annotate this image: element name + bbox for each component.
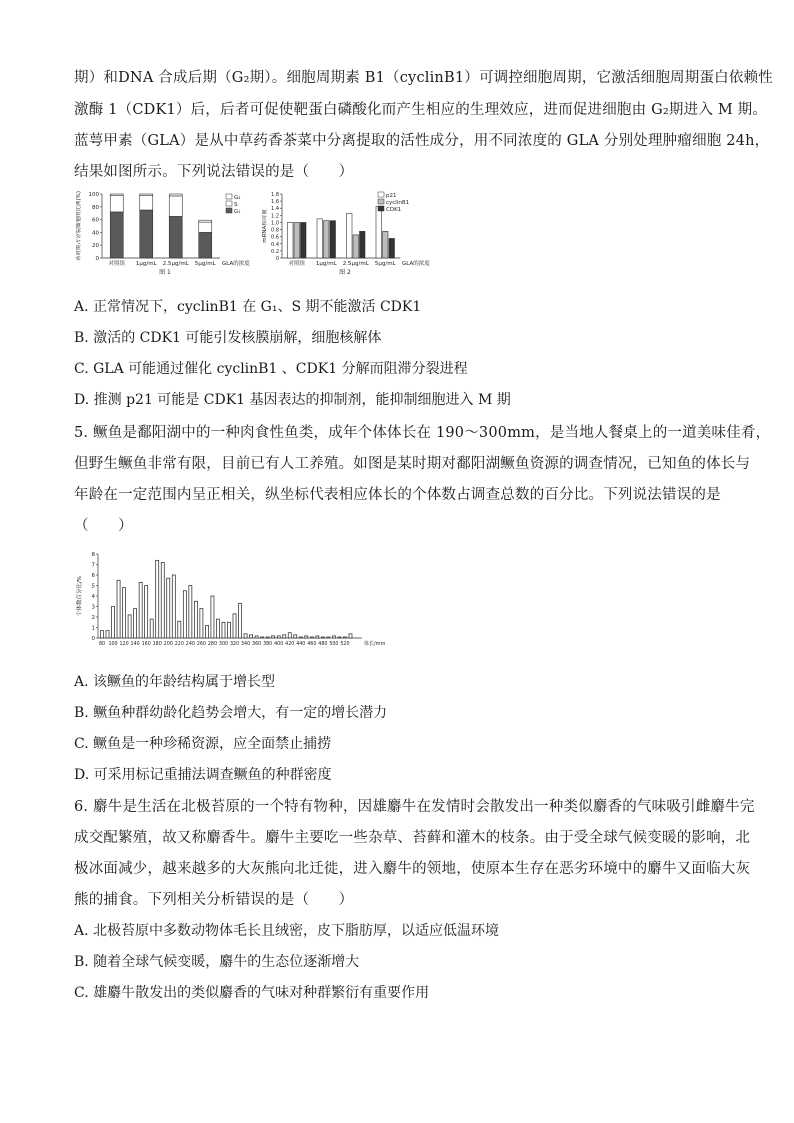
fig1-bar-segment-G₁: [199, 232, 212, 258]
fig3-x-tick-label: 300: [218, 642, 229, 647]
fig3-bar: [172, 575, 175, 638]
fig3-bar: [277, 636, 280, 638]
fig2-legend-swatch: [378, 199, 384, 204]
fig3-bar: [189, 586, 192, 639]
fig3-bar: [233, 614, 236, 638]
fig3-y-tick-label: 5: [91, 583, 95, 590]
fig2-y-tick-label: 0.8: [271, 227, 279, 234]
fig1-title: 图 1: [159, 269, 171, 276]
fig1-legend-label: G₂: [234, 195, 241, 201]
fig2-y-axis-label: mRNA相对量: [262, 209, 268, 243]
fig2-bar-p21: [347, 214, 353, 258]
fig1-bar-segment-G₂: [199, 220, 212, 222]
fig1-bar-segment-G₂: [110, 194, 123, 195]
fig3-bar: [134, 609, 137, 638]
fig3-x-tick-label: 440: [296, 642, 306, 647]
fig2-bar-p21: [376, 206, 382, 258]
q4-option-b: B. 激活的 CDK1 可能引发核膜崩解，细胞核解体: [74, 330, 382, 346]
q6-stem-line-2: 成交配繁殖，故又称麝香牛。麝牛主要吃一些杂草、苔藓和灌木的枝条。由于受全球气候变暖的影响，北: [74, 830, 751, 846]
fig3-y-tick-label: 4: [91, 594, 95, 600]
fig3-bar: [239, 603, 242, 638]
fig3-bar: [294, 635, 297, 638]
fig3-bar: [321, 637, 324, 638]
fig1-bar-segment-S: [169, 196, 182, 216]
fig3-x-tick-label: 360: [252, 642, 262, 647]
fig3-y-tick-label: 6: [91, 573, 95, 579]
fig3-bar: [145, 586, 148, 639]
fig1-legend-label: G₁: [234, 209, 241, 215]
fig3-bar: [150, 619, 153, 638]
fig2-legend-label: cyclinB1: [386, 200, 410, 206]
q6-option-c: C. 雄麝牛散发出的类似麝香的气味对种群繁衍有重要作用: [74, 985, 430, 1001]
fig1-bar-segment-S: [199, 222, 212, 232]
fig3-x-tick-label: 100: [108, 642, 118, 647]
fig3-bar: [117, 580, 120, 638]
fig2-y-tick-label: 0.6: [271, 234, 279, 241]
fig1-y-tick-label: 60: [92, 217, 99, 224]
fig3-bar: [299, 637, 302, 638]
fig3-x-tick-label: 200: [163, 642, 173, 647]
fig3-x-tick-label: 80: [98, 642, 106, 647]
fig3-bar: [167, 578, 170, 638]
q5-option-c: C. 鳜鱼是一种珍稀资源，应全面禁止捕捞: [74, 736, 332, 752]
fig1-bar-segment-G₂: [140, 194, 153, 195]
fig3-bar: [266, 637, 269, 638]
fig3-x-tick-label: 140: [130, 642, 140, 647]
q5-stem-line-1: 5. 鳜鱼是鄱阳湖中的一种肉食性鱼类，成年个体体长在 190～300mm，是当地人餐桌上的一道美味佳肴，: [74, 425, 771, 441]
fig2-y-tick-label: 1.8: [271, 192, 279, 198]
fig2-category-label: 1μg/mL: [315, 261, 337, 267]
fig1-x-axis-label: GLA的浓度: [222, 261, 250, 267]
fig3-bar: [194, 601, 197, 638]
q4-option-c: C. GLA 可能通过催化 cyclinB1 、CDK1 分解而阻滞分裂进程: [74, 361, 468, 377]
fig1-legend-swatch: [226, 194, 232, 199]
q4-stem-line-1: 期）和DNA 合成后期（G₂期）。细胞周期素 B1（cyclinB1）可调控细胞周期，它激活细胞周期蛋白依赖性: [74, 70, 773, 86]
fig3-bar: [327, 637, 330, 638]
fig2-y-tick-label: 1.2: [271, 213, 279, 220]
fig3-y-tick-label: 7: [91, 562, 95, 569]
q4-stem-line-3: 蓝萼甲素（GLA）是从中草药香茶菜中分离提取的活性成分，用不同浓度的 GLA 分别处理肿瘤细胞 24h，: [74, 133, 770, 149]
q5-stem-line-4: （ ）: [74, 518, 133, 534]
fig3-bar: [178, 621, 181, 638]
fig2-legend-swatch: [378, 206, 384, 211]
q6-option-b: B. 随着全球气候变暖，麝牛的生态位逐渐增大: [74, 954, 360, 970]
fig3-bar: [288, 633, 291, 638]
fig2-y-tick-label: 0.4: [271, 241, 279, 248]
fig3-bar: [255, 636, 258, 638]
fig2-y-tick-label: 0.2: [271, 248, 279, 255]
fig1-bar-segment-S: [110, 195, 123, 212]
fig3-x-tick-label: 460: [307, 642, 317, 647]
fig3-bar: [250, 635, 253, 638]
fig1-bar-segment-G₁: [110, 212, 123, 258]
fig1-category-label: 1μg/mL: [135, 261, 157, 267]
fig3-bar: [156, 560, 159, 638]
fig2-bar-cyclinB1: [294, 222, 300, 258]
fig3-bar: [343, 637, 346, 638]
fig2-bar-CDK1: [301, 222, 307, 258]
fig2-legend-label: CDK1: [386, 207, 402, 213]
fig3-bar: [112, 607, 115, 639]
fig1-legend-swatch: [226, 201, 232, 206]
fig3-x-tick-label: 380: [263, 642, 273, 647]
fig3-bar: [349, 634, 352, 638]
fig3-bar: [200, 609, 203, 638]
fig1-y-tick-label: 0: [95, 256, 99, 262]
fig2-bar-cyclinB1: [353, 235, 359, 258]
fig1-category-label: 5μg/mL: [194, 261, 216, 267]
q5-option-d: D. 可采用标记重捕法调查鳜鱼的种群密度: [74, 767, 332, 783]
fig3-y-tick-label: 0: [91, 636, 95, 642]
fig1-legend-swatch: [226, 208, 232, 213]
fig3-bar: [161, 562, 164, 638]
fig3-x-tick-label: 120: [119, 642, 129, 647]
fig3-bar: [106, 631, 109, 638]
fig2-category-label: 2.5μg/mL: [342, 261, 369, 267]
fig3-bar: [216, 619, 219, 638]
fig2-bar-CDK1: [330, 221, 336, 258]
fig2-bar-CDK1: [360, 231, 366, 258]
fig3-bar: [332, 636, 335, 638]
q5-option-a: A. 该鳜鱼的年龄结构属于增长型: [74, 674, 276, 690]
fig2-y-tick-label: 1.6: [271, 199, 279, 206]
fig2-bar-p21: [288, 222, 294, 258]
fig3-bar: [316, 636, 319, 638]
q5-option-b: B. 鳜鱼种群幼龄化趋势会增大，有一定的增长潜力: [74, 705, 388, 721]
fig1-legend-label: S: [234, 202, 238, 208]
fig3-bar: [338, 637, 341, 638]
q5-stem-line-3: 年龄在一定范围内呈正相关，纵坐标代表相应体长的个体数占调查总数的百分比。下列说法错误的是: [74, 487, 721, 503]
fig3-bar: [139, 582, 142, 638]
fig3-x-tick-label: 420: [285, 642, 295, 647]
fig3-x-tick-label: 520: [340, 642, 350, 647]
fig3-x-tick-label: 220: [174, 642, 184, 647]
fig3-bar: [227, 622, 230, 638]
fig1-y-axis-label: 各时期占分裂细胞的比例(%): [76, 190, 82, 262]
fig1-bar-segment-S: [140, 195, 153, 210]
fig1-y-tick-label: 80: [92, 204, 99, 211]
fig3-bar: [261, 637, 264, 638]
fig3-x-tick-label: 500: [329, 642, 339, 647]
fig3-x-tick-label: 480: [318, 642, 328, 647]
fig3-x-tick-label: 340: [240, 642, 251, 647]
fig3-y-tick-label: 1: [91, 625, 95, 632]
fig1-bar-segment-G₁: [169, 216, 182, 258]
fig3-bar: [211, 596, 214, 638]
fig1-category-label: 对照组: [108, 261, 126, 267]
q4-stem-line-4: 结果如图所示。下列说法错误的是（ ）: [74, 164, 354, 180]
fig2-title: 图 2: [339, 269, 351, 276]
fig1-bar-segment-G₂: [169, 194, 182, 196]
fig1-category-label: 2.5μg/mL: [162, 261, 189, 267]
fig3-bar: [183, 591, 186, 638]
fig3-x-tick-label: 260: [196, 642, 206, 647]
fig2-bar-p21: [317, 219, 323, 258]
fig3-bar: [283, 635, 286, 638]
q4-stem-line-2: 激酶 1（CDK1）后，后者可促使靶蛋白磷酸化而产生相应的生理效应，进而促进细胞由 G₂期进入 M 期。: [74, 102, 768, 118]
fig3-bar: [310, 637, 313, 638]
fig1-bar-segment-G₁: [140, 210, 153, 258]
fig3-bar: [244, 634, 247, 638]
fig3-bar: [100, 631, 103, 638]
figure-2-mrna-bar-chart: [262, 188, 450, 280]
fig2-bar-CDK1: [389, 238, 395, 258]
q6-stem-line-1: 6. 麝牛是生活在北极苔原的一个特有物种，因雄麝牛在发情时会散发出一种类似麝香的气味吸引雌麝牛完: [74, 799, 755, 815]
figure-body-length-histogram: [76, 548, 396, 658]
fig2-legend-swatch: [378, 192, 384, 197]
fig3-bar: [305, 636, 308, 638]
fig2-category-label: 对照组: [288, 261, 306, 267]
q5-stem-line-2: 但野生鳜鱼非常有限，目前已有人工养殖。如图是某时期对鄱阳湖鳜鱼资源的调查情况，已知鱼的体长与: [74, 456, 751, 472]
fig3-bar: [205, 625, 208, 638]
fig2-y-tick-label: 0: [275, 256, 279, 262]
fig3-x-tick-label: 400: [274, 642, 284, 647]
fig3-bar: [128, 615, 131, 638]
fig1-y-tick-label: 40: [92, 230, 99, 237]
fig3-x-tick-label: 240: [185, 642, 195, 647]
fig3-bar: [222, 622, 225, 638]
fig1-y-tick-label: 20: [92, 243, 99, 250]
fig2-x-axis-label: GLA的浓度: [402, 261, 430, 267]
q4-option-a: A. 正常情况下，cyclinB1 在 G₁、S 期不能激活 CDK1: [74, 299, 422, 315]
fig2-bar-cyclinB1: [324, 221, 330, 258]
q6-stem-line-4: 熊的捕食。下列相关分析错误的是（ ）: [74, 892, 354, 908]
fig3-x-tick-label: 320: [229, 642, 240, 647]
q6-option-a: A. 北极苔原中多数动物体毛长且绒密，皮下脂肪厚，以适应低温环境: [74, 923, 500, 939]
fig1-y-tick-label: 100: [88, 192, 99, 198]
figure-1-stacked-bar-chart: [76, 188, 276, 280]
fig3-bar: [272, 636, 275, 638]
fig3-x-tick-label: 280: [207, 642, 218, 647]
q6-stem-line-3: 极冰面减少，越来越多的大灰熊向北迁徙，进入麝牛的领地，使原本生存在恶劣环境中的麝牛又面临大灰: [74, 861, 751, 877]
fig3-y-axis-label: 个体数百分比/%: [77, 575, 83, 617]
fig2-category-label: 5μg/mL: [374, 261, 396, 267]
fig2-y-tick-label: 1.4: [271, 206, 279, 213]
fig3-y-tick-label: 8: [91, 552, 95, 558]
fig3-x-tick-label: 160: [141, 642, 151, 647]
fig3-y-tick-label: 3: [91, 604, 95, 611]
q4-option-d: D. 推测 p21 可能是 CDK1 基因表达的抑制剂，能抑制细胞进入 M 期: [74, 392, 511, 408]
fig3-y-tick-label: 2: [91, 615, 95, 621]
fig3-x-axis-label: 体长/mm: [364, 641, 386, 647]
fig2-y-tick-label: 1.0: [271, 220, 279, 227]
fig2-bar-cyclinB1: [383, 231, 389, 258]
fig2-legend-label: p21: [386, 193, 397, 199]
fig3-x-tick-label: 180: [152, 642, 162, 647]
fig3-bar: [123, 588, 126, 638]
